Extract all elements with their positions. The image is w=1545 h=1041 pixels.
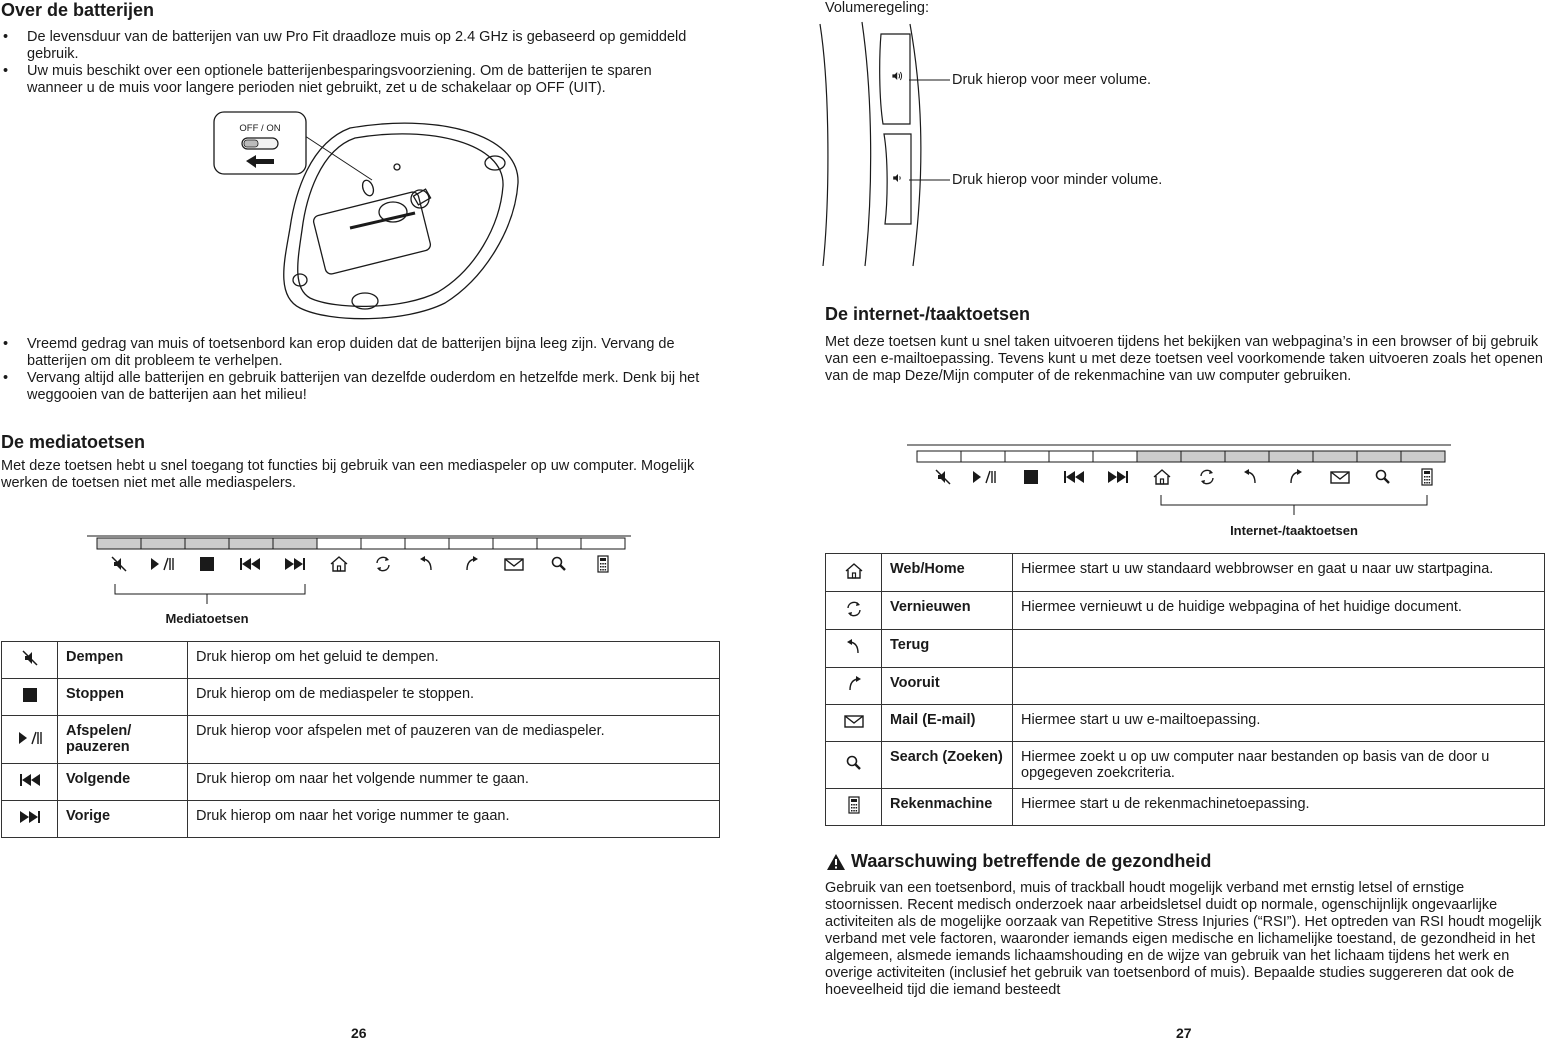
volume-up-text: Druk hierop voor meer volume. <box>952 72 1152 88</box>
next-track-icon <box>1108 471 1128 483</box>
forward-icon <box>1291 469 1302 483</box>
search-icon <box>553 558 566 571</box>
mute-icon <box>936 470 950 484</box>
media-keys-table <box>1 641 720 838</box>
table-row <box>826 668 1545 705</box>
key-description: Druk hierop om naar het vorige nummer te gaan. <box>188 801 720 838</box>
battery-bullets-top <box>1 29 701 97</box>
calculator-icon <box>1422 469 1432 485</box>
warning-heading-row <box>826 851 1211 872</box>
key-description <box>1013 668 1545 705</box>
list-item: • Vreemd gedrag van muis of toetsenbord kan erop duiden dat de batterijen bijna leeg zijn. Vervang de batterijen om dit probleem te verhelpen. <box>1 336 701 370</box>
table-row <box>826 592 1545 630</box>
warning-icon <box>826 852 846 872</box>
table-row <box>826 705 1545 742</box>
media-heading: De mediatoetsen <box>1 432 146 452</box>
next-track-icon <box>285 558 305 570</box>
media-keys-label: Mediatoetsen <box>165 611 249 626</box>
key-description: Druk hierop voor afspelen met of pauzeren van de mediaspeler. <box>188 716 720 764</box>
table-row <box>2 679 720 716</box>
internet-keys-table <box>825 553 1545 826</box>
home-icon <box>331 557 347 571</box>
page-number-left: 26 <box>351 1025 367 1041</box>
mute-icon <box>20 648 40 668</box>
stop-icon <box>1024 470 1038 484</box>
back-icon <box>420 556 431 570</box>
search-icon <box>844 753 864 773</box>
refresh-icon <box>1201 470 1213 484</box>
key-description: Hiermee start u uw standaard webbrowser en gaat u naar uw startpagina. <box>1013 554 1545 592</box>
key-name: Rekenmachine <box>882 789 1013 826</box>
media-intro: Met deze toetsen hebt u snel toegang tot functies bij gebruik van een mediaspeler op uw computer. Mogelijk werken de toetsen niet met alle mediaspelers. <box>1 458 695 491</box>
table-row <box>2 716 720 764</box>
list-item: • Vervang altijd alle batterijen en gebruik batterijen van dezelfde ouderdom en hetzelfde merk. Denk bij het weggooien van de batterijen aan het milieu! <box>1 370 701 404</box>
previous-track-icon <box>240 558 260 570</box>
key-description: Druk hierop om naar het volgende nummer te gaan. <box>188 764 720 801</box>
key-name: Volgende <box>58 764 188 801</box>
battery-heading: Over de batterijen <box>1 0 155 20</box>
mail-icon <box>505 559 523 570</box>
back-icon <box>1244 469 1255 483</box>
key-description: Hiermee start u de rekenmachinetoepassing. <box>1013 789 1545 826</box>
switch-label: OFF / ON <box>239 123 281 134</box>
key-name: Vooruit <box>882 668 1013 705</box>
play-pause-icon <box>973 471 995 483</box>
warning-heading: Waarschuwing betreffende de gezondheid <box>851 851 1212 871</box>
mail-icon <box>843 711 865 731</box>
home-icon <box>844 561 864 581</box>
back-icon <box>844 637 864 657</box>
internet-heading: De internet-/taaktoetsen <box>825 304 1031 324</box>
internet-keys-diagram <box>905 443 1465 540</box>
volume-label: Volumeregeling: <box>825 0 929 16</box>
stop-icon <box>200 557 214 571</box>
next-track-icon <box>18 807 42 827</box>
internet-keys-label: Internet-/taaktoetsen <box>1230 523 1358 538</box>
volume-down-text: Druk hierop voor minder volume. <box>952 172 1163 188</box>
stop-icon <box>20 685 40 705</box>
internet-intro: Met deze toetsen kunt u snel taken uitvoeren tijdens het bekijken van webpagina’s in een browser of bij gebruik van een e-mailtoepassing. Tevens kunt u met deze toetsen veel voorkomende taken uitvoeren zoals het openen van de map Deze/Mijn computer of de rekenmachine van uw computer gebruiken. <box>825 334 1543 384</box>
search-icon <box>1377 471 1390 484</box>
key-name: Vorige <box>58 801 188 838</box>
key-description: Druk hierop om de mediaspeler te stoppen. <box>188 679 720 716</box>
play-pause-icon <box>151 558 173 570</box>
play-pause-icon <box>17 728 43 748</box>
calculator-icon <box>844 795 864 815</box>
key-name: Mail (E-mail) <box>882 705 1013 742</box>
battery-bullets-bottom <box>1 336 701 404</box>
table-row <box>826 742 1545 789</box>
page-number-right: 27 <box>1176 1025 1192 1041</box>
previous-track-icon <box>18 770 42 790</box>
key-name: Afspelen/ pauzeren <box>58 716 188 764</box>
forward-icon <box>844 674 864 694</box>
list-item: • Uw muis beschikt over een optionele batterijenbesparingsvoorziening. Om de batterijen te sparen wanneer u de muis voor langere perioden niet gebruikt, zet u de schakelaar op OFF (UIT). <box>1 63 701 97</box>
list-item: • De levensduur van de batterijen van uw Pro Fit draadloze muis op 2.4 GHz is gebaseerd op gemiddeld gebruik. <box>1 29 701 63</box>
table-row <box>826 630 1545 668</box>
table-row <box>2 801 720 838</box>
key-name: Web/Home <box>882 554 1013 592</box>
key-description: Druk hierop om het geluid te dempen. <box>188 642 720 679</box>
mail-icon <box>1331 472 1349 483</box>
table-row <box>2 642 720 679</box>
calculator-icon <box>598 556 608 572</box>
key-name: Search (Zoeken) <box>882 742 1013 789</box>
table-row <box>826 554 1545 592</box>
warning-text: Gebruik van een toetsenbord, muis of trackball houdt mogelijk verband met ernstig letsel of ernstige stoornissen. Recent medisch onderzoek naar arbeidsletsel duidt op normale, ogenschijnlijk ongevaarlijke activiteiten als de mogelijke oorzaak van Repetitive Stress Injuries (“RSI”). Het optreden van RSI houdt mogelijk verband met vele factoren, waaronder iemands eigen medische en lichamelijke toestand, de gezondheid in het algemeen, alsmede iemands lichaamshouding en de wijze van gebruik van het lichaam tijdens het werk en overige activiteiten (inclusief het gebruik van toetsenbord of muis). Bepaalde studies suggereren dat ook de hoeveelheid tijd die iemand besteedt <box>825 880 1542 998</box>
key-description: Hiermee vernieuwt u de huidige webpagina of het huidige document. <box>1013 592 1545 630</box>
mute-icon <box>112 557 126 571</box>
key-description: Hiermee zoekt u op uw computer naar bestanden op basis van de door u opgegeven zoekcriteria. <box>1013 742 1545 789</box>
key-name: Vernieuwen <box>882 592 1013 630</box>
forward-icon <box>467 556 478 570</box>
key-name: Stoppen <box>58 679 188 716</box>
key-description: Hiermee start u uw e-mailtoepassing. <box>1013 705 1545 742</box>
key-name: Dempen <box>58 642 188 679</box>
home-icon <box>1154 470 1170 484</box>
key-name: Terug <box>882 630 1013 668</box>
media-keys-diagram <box>85 534 645 629</box>
table-row <box>2 764 720 801</box>
volume-control-illustration <box>815 18 955 270</box>
mouse-bottom-illustration <box>200 108 540 328</box>
refresh-icon <box>844 599 864 619</box>
previous-track-icon <box>1064 471 1084 483</box>
table-row <box>826 789 1545 826</box>
key-description <box>1013 630 1545 668</box>
refresh-icon <box>377 557 389 571</box>
